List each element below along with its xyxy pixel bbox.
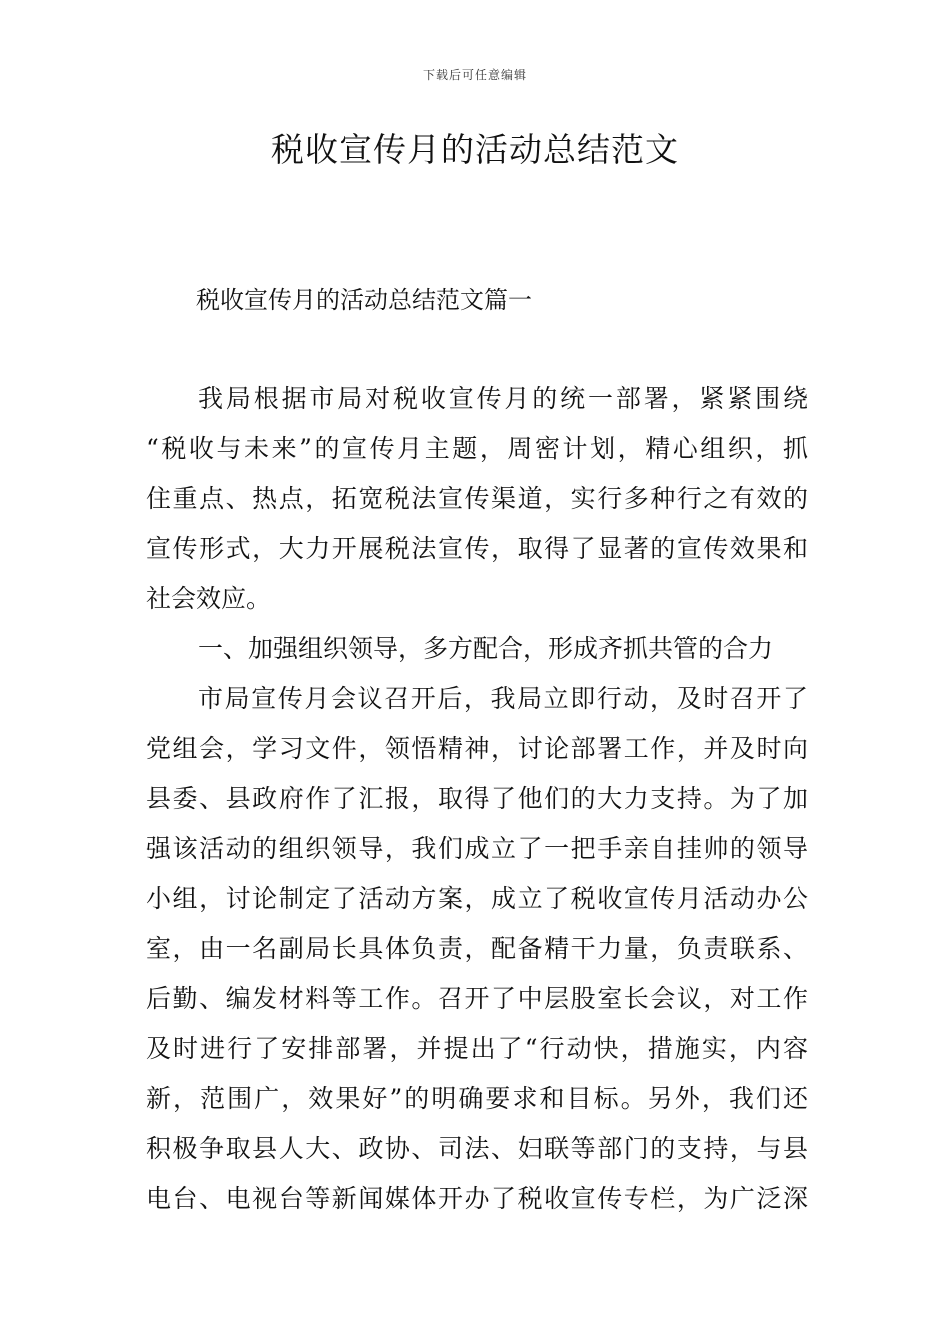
document-body <box>146 374 808 1224</box>
body-line: “税收与未来”的宣传月主题，周密计划，精心组织，抓 <box>146 434 808 463</box>
body-line: 及时进行了安排部署，并提出了“行动快，措施实，内容 <box>146 1034 808 1063</box>
body-line: 小组，讨论制定了活动方案，成立了税收宣传月活动办公 <box>146 884 808 913</box>
body-line: 市局宣传月会议召开后，我局立即行动，及时召开了 <box>198 684 808 713</box>
body-line: 宣传形式，大力开展税法宣传，取得了显著的宣传效果和 <box>146 534 808 563</box>
body-line: 强该活动的组织领导，我们成立了一把手亲自挂帅的领导 <box>146 834 808 863</box>
body-line: 积极争取县人大、政协、司法、妇联等部门的支持，与县 <box>146 1134 808 1163</box>
body-line: 后勤、编发材料等工作。召开了中层股室长会议，对工作 <box>146 984 808 1013</box>
body-line: 住重点、热点，拓宽税法宣传渠道，实行多种行之有效的 <box>146 484 808 513</box>
body-line: 社会效应。 <box>146 584 272 613</box>
body-line: 党组会，学习文件，领悟精神，讨论部署工作，并及时向 <box>146 734 808 763</box>
body-line: 新，范围广，效果好”的明确要求和目标。另外，我们还 <box>146 1084 808 1113</box>
body-line: 一、加强组织领导，多方配合，形成齐抓共管的合力 <box>198 634 774 663</box>
document-title: 税收宣传月的活动总结范文 <box>271 130 679 169</box>
body-line: 县委、县政府作了汇报，取得了他们的大力支持。为了加 <box>146 784 808 813</box>
body-line: 我局根据市局对税收宣传月的统一部署，紧紧围绕 <box>198 384 808 413</box>
body-line: 室，由一名副局长具体负责，配备精干力量，负责联系、 <box>146 934 808 963</box>
body-line: 电台、电视台等新闻媒体开办了税收宣传专栏，为广泛深 <box>146 1184 808 1213</box>
header-note: 下载后可任意编辑 <box>422 68 527 82</box>
section-title: 税收宣传月的活动总结范文篇一 <box>196 286 532 314</box>
